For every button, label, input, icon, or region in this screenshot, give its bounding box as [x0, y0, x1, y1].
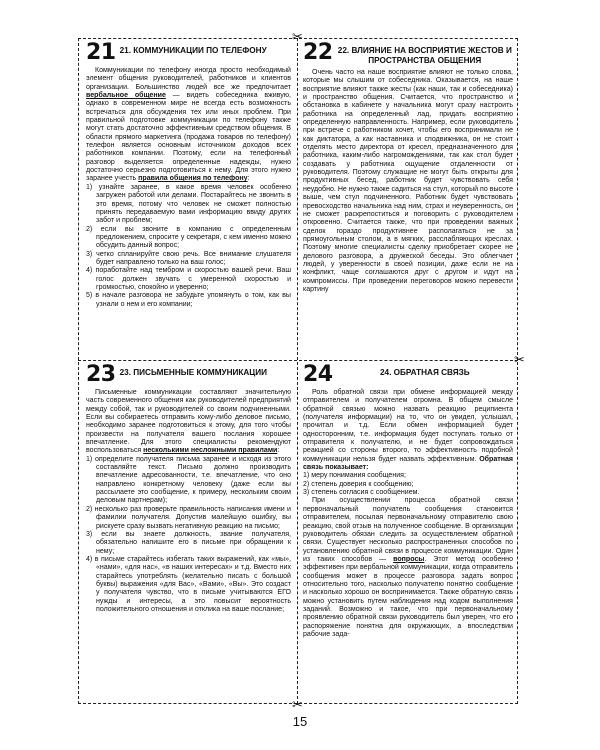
- paragraph: Письменные коммуникации составляют значительную часть современного общения как руководителей предприятий между собой, так и руководителей со своим подчиненными. Если вы собираетесь отправить кому-либо деловое письмо, необходимо заранее подготовиться к этому, для того чтобы произвести на получателя вашего послания хорошее впечатление. Для этого специалисты рекомендуют воспользоваться несколькими несложными правилами:: [86, 389, 291, 455]
- page-number: 15: [292, 714, 308, 729]
- rules-list: [86, 456, 291, 615]
- list-item: 5) в начале разговора не забудьте упомянуть о том, как вы узнали о нем и его компании;: [86, 292, 291, 308]
- rules-list: [86, 184, 291, 309]
- list-item: 3) четко спланируйте свою речь. Все внимание слушателя будет направлено только на ваш голос;: [86, 250, 291, 266]
- paragraph: Коммуникации по телефону иногда просто необходимый элемент общения руководителей, работников и клиентов организации. Большинство людей все же предпочитает вербальное общение — видеть собеседника вживую, однако в современном мире не всегда есть возможность встречаться для обсуждения тех или иных проблем. При правильной подготовке коммуникации по телефону также могут стать достаточно эффективным средством общения. В области прямого маркетинга (продажа товаров по телефону) телефон является основным источником доходов всех работников компании. Поэтому, если на телефонный разговор выделяется определенные надежды, нужно достаточно серьезно подготовиться к нему. Для этого нужно заранее учесть правила общения по телефону:: [86, 67, 291, 183]
- card-22: [303, 42, 513, 356]
- horizontal-cut-line: [78, 360, 518, 361]
- card-title: 24. ОБРАТНАЯ СВЯЗЬ: [379, 368, 470, 377]
- card-number: 24: [303, 364, 333, 387]
- vertical-cut-line: [297, 38, 298, 704]
- list-item: 2) если вы звоните в компанию с определенным предложением, спросите у секретаря, с кем именно можно обсудить данный вопрос;: [86, 225, 291, 250]
- card-title: 22. ВЛИЯНИЕ НА ВОСПРИЯТИЕ ЖЕСТОВ И ПРОСТРАНСТВА ОБЩЕНИЯ: [337, 46, 512, 65]
- card-body: [86, 389, 291, 614]
- card-body: [303, 389, 513, 639]
- list-item: 1) узнайте заранее, в какое время человек особенно загружен работой или делами. Постарайтесь не звонить в это время, потому что человек не сможет полностью принять передаваемую вами информацию ввиду других забот и проблем;: [86, 183, 291, 225]
- scissors-icon-bottom: ✂: [292, 697, 303, 712]
- list-item: 3) степень согласия с сообщением.: [303, 489, 420, 497]
- list-item: 2) степень доверия к сообщению;: [303, 480, 414, 488]
- card-title: 23. ПИСЬМЕННЫЕ КОММУНИКАЦИИ: [119, 368, 268, 377]
- scissors-icon-right: ✂: [514, 352, 525, 367]
- paragraph: Роль обратной связи при обмене информацией между отправителем и получателем огромна. В общем смысле обратной связью можно назвать реакцию реципиента (получателя информации) на то, что он увидел, услышал, прочитал и т.д. Если обмен информацией будет односторонним, т.е. информация будет поступать только от отправителя к получателю, и не будет сопровождаться реакцией со стороны второго, то эффективность подобной коммуникации нельзя будет назвать эффективным. Обратная связь показывает:: [303, 389, 513, 472]
- card-number: 23: [86, 364, 116, 387]
- paragraph: При осуществлении процесса обратной связи первоначальный получатель сообщения становится отправителем, посылая первоначальному отправителю свою реакцию, свой отзыв на полученное сообщение. В организации руководитель обязан следить за осуществлением обратной связи. Существует несколько распространенных способов по установлению обратной связи в процессе коммуникации. Один из таких способов — вопросы. Этот метод особенно эффективен при вербальной коммуникации, когда отправитель сообщения может в процессе разговора задать вопрос относительно того, насколько получателю понятно сообщение и насколько хорошо он воспринимается. Также обратную связь можно установить путем наблюдения над ходом выполнения заданий. Возможно и такое, что при первоначальному проявлению обратной связи руководитель был уверен, что его распоряжение понятна для окружающих, а впоследствии рабочие зада-: [303, 497, 513, 638]
- paragraph: Очень часто на наше восприятие влияют не только слова, которые мы слышим от собеседника. Оказывается, на наше восприятие влияют также жесты (как наши, так и собеседника) и пространство общения. Считается, что пространство и обстановка в кабинете у начальника могут сразу настроить работника на определенный лад, придать восприятию определенную направленность. Например, если руководитель при встрече с работником хочет, чтобы его воспринимали не как диктатора, а как наставника и сподвижника, он не стоит отделять место директора от кресел, предназначенного для работника, каким-либо нагромождениями, так как стол будет создавать у работника ощущение отдаленности от руководителя. Поэтому служащие не могут быть открыты для продуктивных бесед, работник будет чувствовать себя неудобно. Не нужно также садиться на стул, который по высоте выше, чем стул подчиненного. Работник будет чувствовать превосходство начальника над ним, страх и неуверенность, он не сможет раскрепоститься и поговорить с руководителем откровенно. Считается также, что при проведении важных сделок гораздо продуктивнее располагаться не за прямоугольным столом, а в мягких, расслабляющих креслах. Поэтому многие специалисты сделку приобретает скорее не делового разговора, а дружеской беседы. Это облегчает людей, у уверенности в своей позиции, даже если не на конфликт, чаще соглашаются друг с другом и идут на компромиссы. При проведении переговоров можно перевести картину: [303, 69, 513, 293]
- card-body: [86, 67, 291, 309]
- list-item: 3) если вы знаете должность, звание получателя, обязательно напишите его в письме при обращении к нему;: [86, 530, 291, 555]
- list-item: 4) в письме старайтесь избегать таких выражений, как «мы», «нами», «для нас», «в наших интересах» и т.д. Вместо них старайтесь употреблять (желательно писать с большой буквы) выражения «для Вас», «Вами», «Вы». Это создаст у получателя чувство, что в письме учитываются ЕГО нужды и интересы, а это повысит вероятность положительного отношения и отклика на ваше послание;: [86, 555, 291, 613]
- card-number: 22: [303, 42, 333, 65]
- card-title: 21. КОММУНИКАЦИИ ПО ТЕЛЕФОНУ: [119, 46, 267, 55]
- list-item: 1) определите получателя письма заранее и исходя из этого составляйте текст. Письмо должно производить впечатление адресованности, т.е. впечатление, что оно направлено конкретному человеку (даже если вы рассылаете это сообщение, к примеру, нескольким своим деловым партнерам);: [86, 455, 291, 505]
- list-item: 1) меру понимания сообщения;: [303, 472, 406, 480]
- card-body: [303, 69, 513, 294]
- list-item: 4) поработайте над тембром и скоростью вашей речи. Ваш голос должен звучать с умеренной скоростью и громкостью, спокойно и уверенно;: [86, 267, 291, 291]
- list-item: 2) несколько раз проверьте правильность написания имени и фамилии получателя. Допустив малейшую ошибку, вы рискуете сразу вызвать негативную реакцию на письмо;: [86, 505, 291, 530]
- scissors-icon-top: ✂: [292, 29, 303, 44]
- feedback-list: [303, 472, 513, 497]
- card-21: [86, 42, 291, 356]
- card-24: [303, 364, 513, 700]
- card-number: 21: [86, 42, 116, 65]
- card-23: [86, 364, 291, 700]
